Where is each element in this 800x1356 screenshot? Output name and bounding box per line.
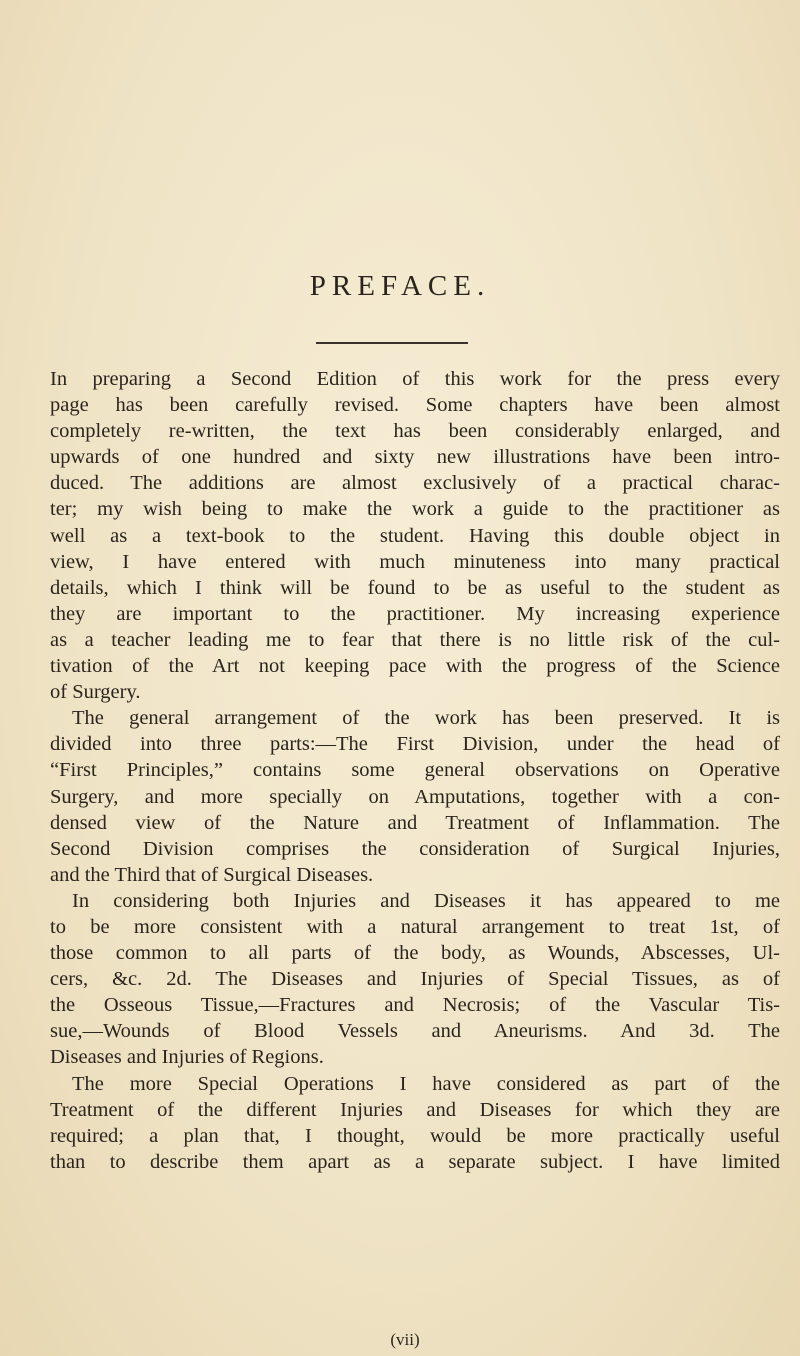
- text-line: In preparing a Second Edition of this work for the press every: [50, 368, 780, 390]
- text-line: upwards of one hundred and sixty new illustrations have been intro-: [50, 446, 780, 469]
- text-line: required; a plan that, I thought, would be more practically useful: [50, 1124, 780, 1147]
- page-number: [0, 1330, 800, 1350]
- text-line: as a teacher leading me to fear that there is no little risk of the cul-: [50, 628, 780, 651]
- text-line: Diseases and Injuries of Regions.: [50, 1046, 324, 1069]
- text-line: and the Third that of Surgical Diseases.: [50, 863, 374, 886]
- text-line: view, I have entered with much minuteness into many practical: [50, 550, 780, 573]
- text-line: ter; my wish being to make the work a guide to the practitioner as: [50, 498, 780, 521]
- text-line: divided into three parts:—The First Division, under the head of: [50, 733, 780, 756]
- text-line: sue,—Wounds of Blood Vessels and Aneurisms. And 3d. The: [50, 1020, 780, 1043]
- text-line: The general arrangement of the work has been preserved. It is: [72, 707, 780, 730]
- text-line: In considering both Injuries and Diseases it has appeared to me: [72, 889, 780, 912]
- text-line: Treatment of the different Injuries and Diseases for which they are: [50, 1098, 780, 1121]
- text-line: well as a text-book to the student. Having this double object in: [50, 524, 780, 547]
- text-line: page has been carefully revised. Some chapters have been almost: [50, 394, 780, 417]
- text-line: to be more consistent with a natural arrangement to treat 1st, of: [50, 915, 780, 938]
- text-line: “First Principles,” contains some general observations on Operative: [50, 759, 780, 782]
- text-line: completely re-written, the text has been considerably enlarged, and: [50, 420, 780, 443]
- preface-body: [50, 366, 780, 1175]
- text-line: duced. The additions are almost exclusively of a practical charac-: [50, 472, 780, 495]
- text-line: those common to all parts of the body, as Wounds, Abscesses, Ul-: [50, 942, 780, 965]
- text-line: tivation of the Art not keeping pace with the progress of the Science: [50, 655, 780, 678]
- text-line: cers, &c. 2d. The Diseases and Injuries of Special Tissues, as of: [50, 968, 780, 991]
- text-line: than to describe them apart as a separate subject. I have limited: [50, 1150, 780, 1173]
- page-title: PREFACE.: [309, 270, 491, 302]
- title-divider: [316, 342, 468, 344]
- text-line: of Surgery.: [50, 681, 141, 704]
- text-line: the Osseous Tissue,—Fractures and Necrosis; of the Vascular Tis-: [50, 994, 780, 1017]
- text-line: Second Division comprises the consideration of Surgical Injuries,: [50, 837, 780, 860]
- text-line: densed view of the Nature and Treatment of Inflammation. The: [50, 811, 780, 834]
- text-line: details, which I think will be found to be as useful to the student as: [50, 576, 780, 599]
- text-line: they are important to the practitioner. My increasing experience: [50, 602, 780, 625]
- text-line: Surgery, and more specially on Amputations, together with a con-: [50, 785, 780, 808]
- page-number-label: (vii): [390, 1330, 420, 1349]
- text-line: The more Special Operations I have considered as part of the: [72, 1072, 780, 1095]
